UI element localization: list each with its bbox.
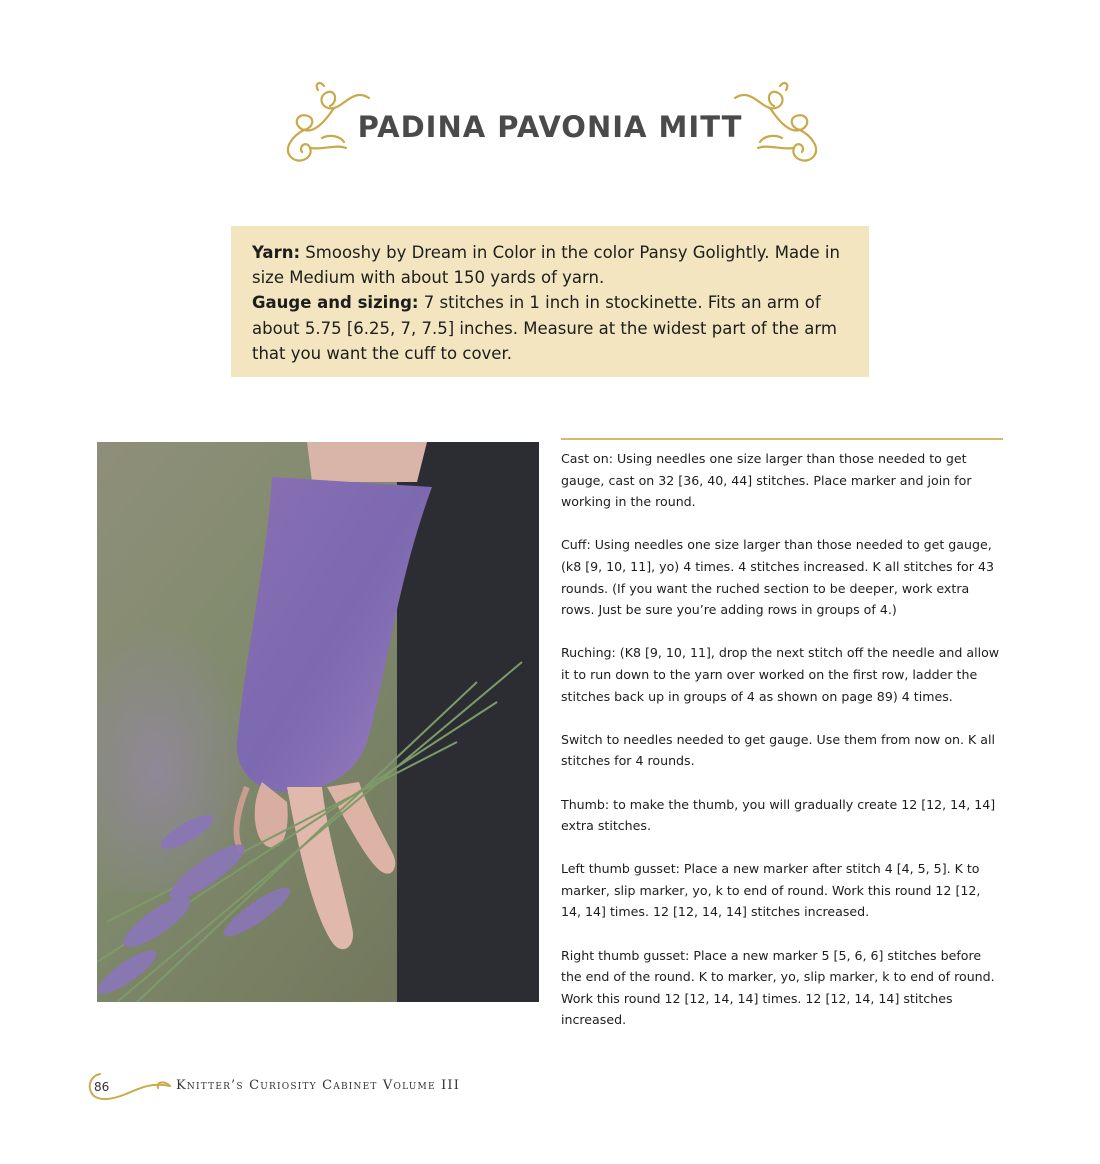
pattern-step-thumb: Thumb: to make the thumb, you will gradually create 12 [12, 14, 14] extra stitches. — [561, 796, 996, 834]
flourish-right-icon — [730, 78, 830, 168]
page-number: 86 — [94, 1080, 110, 1094]
pattern-step-ruching: Ruching: (K8 [9, 10, 11], drop the next stitch off the needle and allow it to run down to the yarn over worked on the first row, ladder the stitches back up in groups of 4 as shown on page 89) 4 times. — [561, 645, 1000, 704]
pattern-step-switch-needles: Switch to needles needed to get gauge. Use them from now on. K all stitches for 4 rounds. — [561, 731, 995, 769]
pattern-step-right-thumb-gusset: Right thumb gusset: Place a new marker 5 [5, 6, 6] stitches before the end of the round. K to marker, yo, slip marker, k to end of round. Work this round 12 [12, 14, 14] times. 12 [12, 14, 14] stitches increased. — [561, 947, 995, 1028]
pattern-step-cuff: Cuff: Using needles one size larger than those needed to get gauge, (k8 [9, 10, 11], yo) 4 times. 4 stitches increased. K all stitches for 43 rounds. (If you want the ruched section to be deeper, work extra rows. Just be sure you’re adding rows in groups of 4.) — [561, 537, 994, 618]
gauge-text: 7 stitches in 1 inch in stockinette. Fits an arm of about 5.75 [6.25, 7, 7.5] inches. Measure at the widest part of the arm that you want the cuff to cover. — [252, 293, 837, 363]
pattern-step-left-thumb-gusset: Left thumb gusset: Place a new marker after stitch 4 [4, 5, 5]. K to marker, slip marker, yo, k to end of round. Work this round 12 [12, 14, 14] times. 12 [12, 14, 14] stitches increased. — [561, 861, 981, 920]
page-footer — [86, 1068, 606, 1108]
pattern-step-cast-on: Cast on: Using needles one size larger than those needed to get gauge, cast on 32 [36, 40, 44] stitches. Place marker and join for working in the round. — [561, 451, 972, 510]
mitt-photo — [97, 442, 539, 1002]
page-title: PADINA PAVONIA MITT — [357, 110, 743, 144]
gauge-label: Gauge and sizing: — [252, 293, 419, 313]
yarn-label: Yarn: — [252, 243, 301, 262]
yarn-gauge-box — [231, 226, 869, 377]
pattern-instructions — [561, 448, 1003, 1053]
column-rule — [561, 438, 1003, 440]
title-block — [270, 78, 830, 170]
yarn-text: Smooshy by Dream in Color in the color Pansy Golightly. Made in size Medium with about 150 yards of yarn. — [252, 243, 840, 288]
book-title: Knitter’s Curiosity Cabinet Volume III — [176, 1078, 461, 1093]
